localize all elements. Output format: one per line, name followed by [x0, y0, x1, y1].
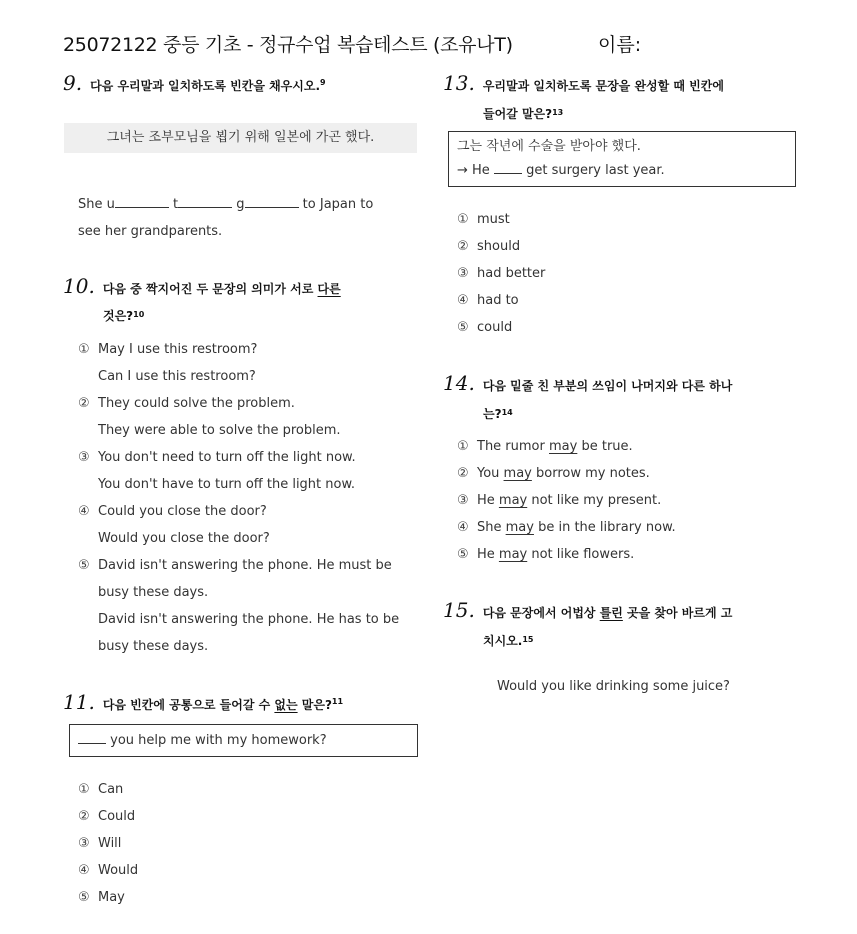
q13-option-text: had to [477, 293, 519, 308]
q10-prompt-a: 다음 중 짝지어진 두 문장의 의미가 서로 [102, 282, 318, 296]
q9-answer-line-1 [78, 195, 373, 215]
q14-option [457, 491, 661, 511]
q13-option-text: could [477, 320, 513, 335]
q13-option-number: ① [457, 212, 469, 227]
q10-option-line [78, 529, 270, 549]
q10-option-text: They were able to solve the problem. [98, 423, 341, 438]
q10-option-line [78, 583, 208, 603]
q15-prompt-b: 곳을 찾아 바르게 고 [622, 606, 733, 620]
q14-option-pre: You [477, 466, 504, 481]
q10-option-text: May I use this restroom? [98, 342, 258, 357]
q11-option-text: Can [98, 782, 124, 797]
q14-option-pre: He [477, 493, 499, 508]
q10-option-text: Could you close the door? [98, 504, 267, 519]
q11-option-text: Will [98, 836, 122, 851]
q15-heading [443, 597, 732, 627]
q11-option-number: ④ [78, 863, 90, 878]
q14-option [457, 437, 633, 457]
q14-option-underlined: may [498, 493, 528, 508]
q14-superscript: 14 [501, 408, 513, 417]
q11-option-number: ③ [78, 836, 90, 851]
q11-superscript: 11 [331, 697, 344, 706]
worksheet-title: 25072122 중등 기초 - 정규수업 복습테스트 (조유나T) [63, 34, 513, 56]
q10-option-line [78, 421, 341, 441]
q13-option-number: ④ [457, 293, 469, 308]
q10-option-text: Would you close the door? [98, 531, 270, 546]
q11-option [78, 861, 138, 881]
q13-box-line-2 [457, 161, 665, 181]
name-label: 이름: [598, 34, 642, 56]
q10-option-line [78, 367, 256, 387]
q13-option-number: ② [457, 239, 469, 254]
q14-option-number: ② [457, 466, 469, 481]
q11-option-number: ② [78, 809, 90, 824]
q10-heading-cont [103, 306, 144, 326]
q13-heading-cont [483, 104, 563, 124]
q14-option-post: be true. [577, 439, 633, 454]
q10-heading [63, 273, 341, 303]
q15-prompt-underlined: 틀린 [599, 606, 623, 620]
q13-option [457, 237, 520, 257]
q10-option-text: David isn't answering the phone. He has to be [98, 612, 400, 627]
q11-sentence-box [69, 724, 418, 757]
q10-option-line [78, 502, 267, 522]
q10-prompt-underlined: 다른 [317, 282, 341, 296]
q13-option [457, 210, 510, 230]
q13-sentence-box [448, 131, 796, 187]
q14-option-pre: She [477, 520, 506, 535]
q14-heading [443, 370, 732, 400]
q11-blank[interactable] [78, 731, 106, 744]
q13-blank[interactable] [494, 161, 522, 174]
q10-option-line [78, 637, 208, 657]
q9-text-d: to Japan to [302, 197, 374, 212]
q10-option-number: ① [78, 342, 90, 357]
q13-option-text: had better [477, 266, 546, 281]
q13-option-text: must [477, 212, 510, 227]
q14-prompt-a: 다음 밑줄 친 부분의 쓰임이 나머지와 다른 하나 [482, 379, 733, 393]
q11-prompt-b: 말은? [297, 698, 332, 712]
q15-superscript: 15 [522, 635, 534, 644]
q10-option-text: You don't need to turn off the light now. [98, 450, 356, 465]
q10-option-text: They could solve the problem. [98, 396, 295, 411]
q13-box-line-1: 그는 작년에 수술을 받아야 했다. [457, 139, 641, 154]
q10-option-line [78, 394, 295, 414]
q15-prompt-c: 치시오. [483, 634, 523, 648]
q9-number: 9. [63, 71, 83, 95]
q11-option [78, 780, 123, 800]
q14-option-post: borrow my notes. [531, 466, 650, 481]
q11-heading [63, 689, 343, 719]
q13-option [457, 264, 545, 284]
q11-option [78, 807, 135, 827]
q15-prompt-a: 다음 문장에서 어법상 [482, 606, 600, 620]
q10-option-line [78, 556, 392, 576]
q14-option-underlined: may [498, 547, 528, 562]
q10-number: 10. [63, 274, 95, 298]
q9-text-c: g [236, 197, 245, 212]
q11-option-text: Would [98, 863, 139, 878]
q11-option-text: Could [98, 809, 136, 824]
q13-option [457, 291, 519, 311]
q9-heading [63, 70, 326, 100]
q13-prompt-b: 들어갈 말은? [483, 107, 553, 121]
q14-option-underlined: may [549, 439, 578, 454]
q13-box-text-a: → He [457, 163, 490, 178]
q14-option-pre: He [477, 547, 499, 562]
q9-text-b: t [173, 197, 179, 212]
q10-option-text: David isn't answering the phone. He must be [98, 558, 392, 573]
q11-box-line [78, 731, 327, 751]
q10-option-line [78, 610, 399, 630]
q11-option [78, 834, 121, 854]
q10-option-number: ④ [78, 504, 90, 519]
q10-option-line [78, 340, 257, 360]
q14-heading-cont [483, 404, 513, 424]
q14-option-post: be in the library now. [533, 520, 676, 535]
q13-option [457, 318, 512, 338]
q11-prompt-a: 다음 빈칸에 공통으로 들어갈 수 [102, 698, 275, 712]
q10-prompt-b: 것은? [103, 309, 134, 323]
q13-box-text-b: get surgery last year. [526, 163, 665, 178]
q14-option [457, 464, 650, 484]
q13-option-number: ③ [457, 266, 469, 281]
q9-blank-2[interactable] [178, 195, 232, 208]
q13-superscript: 13 [552, 108, 564, 117]
q9-answer-line-2: see her grandparents. [78, 224, 223, 239]
q14-option-post: not like my present. [527, 493, 662, 508]
q13-number: 13. [443, 71, 475, 95]
q10-option-number: ② [78, 396, 90, 411]
q11-option-number: ⑤ [78, 890, 90, 905]
q14-option-underlined: may [503, 466, 532, 481]
q14-option-number: ③ [457, 493, 469, 508]
q11-number: 11. [63, 690, 95, 714]
q10-option-text: busy these days. [98, 585, 209, 600]
q14-option-pre: The rumor [477, 439, 549, 454]
q10-option-number: ⑤ [78, 558, 90, 573]
q9-text-a: She u [78, 197, 115, 212]
q9-prompt: 다음 우리말과 일치하도록 빈칸을 채우시오. [90, 79, 321, 93]
q14-prompt-b: 는? [483, 407, 502, 421]
q10-option-text: busy these days. [98, 639, 209, 654]
q13-prompt-a: 우리말과 일치하도록 문장을 완성할 때 빈칸에 [482, 79, 724, 93]
q14-option-underlined: may [505, 520, 534, 535]
q9-superscript: 9 [320, 78, 326, 87]
q15-number: 15. [443, 598, 475, 622]
q14-option-number: ① [457, 439, 469, 454]
q10-option-line [78, 475, 355, 495]
q11-option-text: May [98, 890, 125, 905]
q13-heading [443, 70, 724, 100]
q14-option-number: ⑤ [457, 547, 469, 562]
q14-option [457, 518, 676, 538]
q10-superscript: 10 [133, 310, 145, 319]
q13-option-number: ⑤ [457, 320, 469, 335]
q9-korean-sentence: 그녀는 조부모님을 뵙기 위해 일본에 가곤 했다. [64, 123, 417, 153]
q15-sentence: Would you like drinking some juice? [497, 679, 730, 694]
q10-option-text: Can I use this restroom? [98, 369, 256, 384]
q9-blank-3[interactable] [245, 195, 299, 208]
q11-option [78, 888, 125, 908]
q14-number: 14. [443, 371, 475, 395]
q14-option [457, 545, 634, 565]
q15-heading-cont [483, 631, 533, 651]
q9-blank-1[interactable] [115, 195, 169, 208]
q13-option-text: should [477, 239, 521, 254]
q14-option-post: not like flowers. [527, 547, 635, 562]
q10-option-line [78, 448, 356, 468]
q11-prompt-underlined: 없는 [274, 698, 298, 712]
q10-option-text: You don't have to turn off the light now. [98, 477, 356, 492]
q11-box-text: you help me with my homework? [110, 733, 327, 748]
q11-option-number: ① [78, 782, 90, 797]
q10-option-number: ③ [78, 450, 90, 465]
q14-option-number: ④ [457, 520, 469, 535]
